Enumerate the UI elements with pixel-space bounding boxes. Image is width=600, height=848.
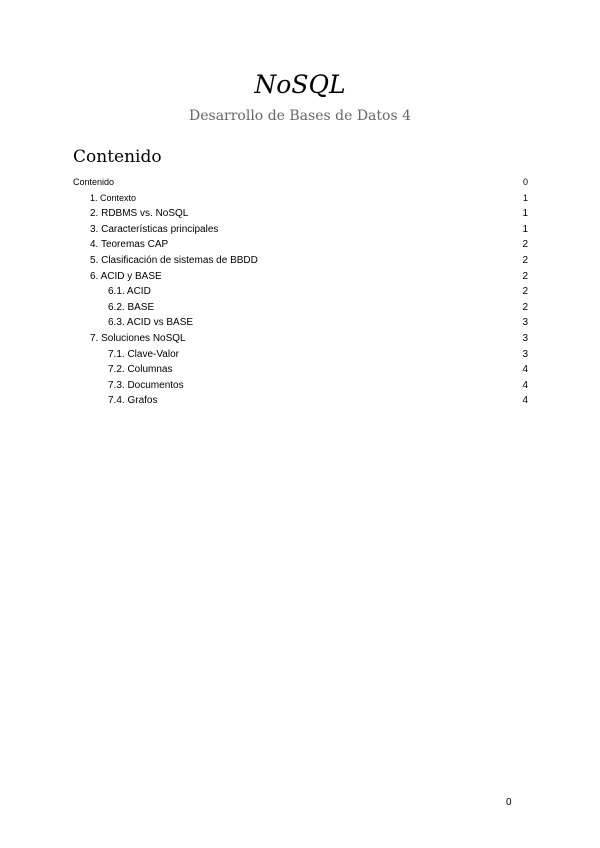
toc-entry-page: 2 <box>522 254 528 266</box>
toc-entry-page: 1 <box>522 208 528 220</box>
toc-entry-label: 6. ACID y BASE <box>90 270 162 282</box>
toc-entry-label: 6.3. ACID vs BASE <box>108 317 194 329</box>
toc-entry-page: 4 <box>522 379 528 391</box>
toc-entry-page: 0 <box>522 177 528 187</box>
toc-entry-label: 7.4. Grafos <box>108 395 158 407</box>
toc-entry-base[interactable] <box>73 300 528 316</box>
toc-heading: Contenido <box>73 147 162 167</box>
toc-entry-acid-y-base[interactable] <box>73 269 528 285</box>
document-title: NoSQL <box>254 70 346 99</box>
toc-entry-label: 1. Contexto <box>90 192 137 203</box>
toc-entry-page: 1 <box>522 223 528 235</box>
toc-entry-label: 7.2. Columnas <box>108 364 173 376</box>
toc-entry-label: 4. Teoremas CAP <box>90 239 169 251</box>
page-number: 0 <box>506 797 512 808</box>
toc-entry-clave-valor[interactable] <box>73 347 528 363</box>
toc-entry-page: 1 <box>522 192 528 203</box>
toc-entry-page: 2 <box>522 301 528 313</box>
toc-entry-contenido[interactable] <box>73 175 528 191</box>
toc-entry-page: 2 <box>522 286 528 298</box>
toc-entry-soluciones-nosql[interactable] <box>73 331 528 347</box>
toc-entry-page: 2 <box>522 270 528 282</box>
toc-entry-label: 6.2. BASE <box>108 301 155 313</box>
toc-entry-caracteristicas[interactable] <box>73 222 528 238</box>
toc-entry-rdbms-vs-nosql[interactable] <box>73 206 528 222</box>
table-of-contents <box>73 175 528 409</box>
toc-entry-documentos[interactable] <box>73 378 528 394</box>
toc-entry-page: 3 <box>522 348 528 360</box>
toc-entry-label: 3. Características principales <box>90 223 219 235</box>
toc-entry-acid[interactable] <box>73 284 528 300</box>
document-subtitle: Desarrollo de Bases de Datos 4 <box>189 108 411 124</box>
toc-entry-label: 7.3. Documentos <box>108 379 184 391</box>
toc-entry-page: 2 <box>522 239 528 251</box>
toc-entry-page: 3 <box>522 317 528 329</box>
toc-entry-clasificacion[interactable] <box>73 253 528 269</box>
toc-entry-label: 7.1. Clave-Valor <box>108 348 179 360</box>
toc-entry-grafos[interactable] <box>73 393 528 409</box>
toc-entry-label: 5. Clasificación de sistemas de BBDD <box>90 254 258 266</box>
toc-entry-teoremas-cap[interactable] <box>73 237 528 253</box>
toc-entry-contexto[interactable] <box>73 191 528 207</box>
toc-entry-label: 2. RDBMS vs. NoSQL <box>90 208 189 220</box>
toc-entry-page: 3 <box>522 332 528 344</box>
toc-entry-label: 7. Soluciones NoSQL <box>90 332 186 344</box>
toc-entry-columnas[interactable] <box>73 362 528 378</box>
toc-entry-page: 4 <box>522 395 528 407</box>
toc-entry-acid-vs-base[interactable] <box>73 315 528 331</box>
toc-entry-page: 4 <box>522 364 528 376</box>
toc-entry-label: Contenido <box>73 177 115 187</box>
toc-entry-label: 6.1. ACID <box>108 286 151 298</box>
